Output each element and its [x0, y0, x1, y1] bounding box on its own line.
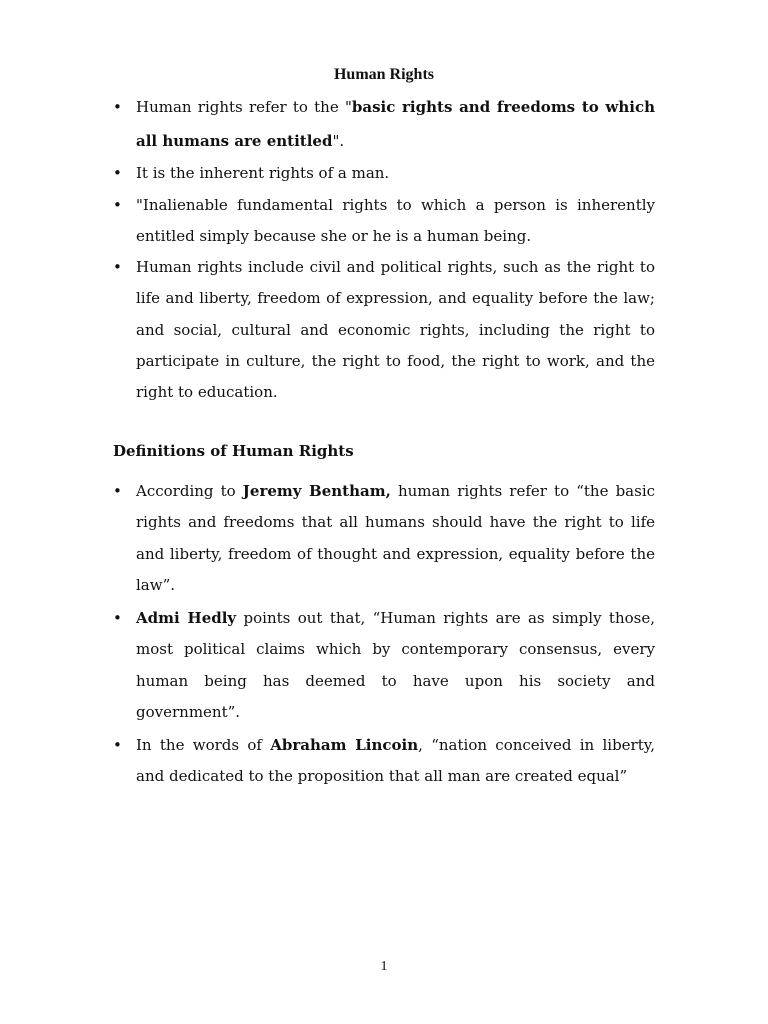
bullet-text: points out that, “Human rights are as simply those, most political claims which by contemporary consensus, every human being has deemed to have upon his society and government”.: [136, 609, 655, 721]
author-name: Jeremy Bentham,: [242, 482, 391, 500]
definition-list: [113, 603, 655, 728]
bullet-text: Human rights include civil and political rights, such as the right to life and liberty, freedom of expression, and equality before the law; and social, cultural and economic rights, including the right to participate in culture, the right to food, the right to work, and the right to education.: [136, 258, 655, 402]
bold-quote: basic rights and freedoms to which all humans are entitled: [136, 98, 655, 150]
definition-list: [113, 476, 655, 601]
list-item: [113, 603, 655, 728]
bullet-text: , “nation conceived in liberty, and dedicated to the proposition that all man are created equal”: [136, 736, 655, 786]
list-item: [113, 158, 655, 190]
bullet-text: human rights refer to “the basic rights and freedoms that all humans should have the right to life and liberty, freedom of thought and expression, equality before the law”.: [136, 482, 656, 594]
list-item: [113, 91, 655, 158]
list-item: [113, 190, 655, 253]
bullet-text: In the words of: [136, 736, 271, 754]
author-name: Abraham Lincoin: [270, 736, 419, 754]
bullet-text: According to: [136, 482, 243, 500]
list-item: [113, 476, 655, 601]
definition-list: [113, 730, 655, 793]
author-name: Admi Hedly: [136, 609, 237, 627]
quote-mark: ": [344, 98, 352, 116]
list-item: [113, 252, 655, 408]
list-item: [113, 730, 655, 793]
page-number: 1: [380, 959, 388, 974]
section-heading: Definitions of Human Rights: [113, 442, 354, 460]
bullet-text: "Inalienable fundamental rights to which a person is inherently entitled simply because she or he is a human being.: [136, 195, 655, 245]
bullet-text: ".: [332, 131, 345, 150]
bullet-text: Human rights refer to the: [136, 98, 345, 116]
page-title: Human Rights: [333, 66, 435, 83]
intro-bullet-list: [113, 91, 655, 409]
bullet-text: It is the inherent rights of a man.: [136, 164, 390, 182]
